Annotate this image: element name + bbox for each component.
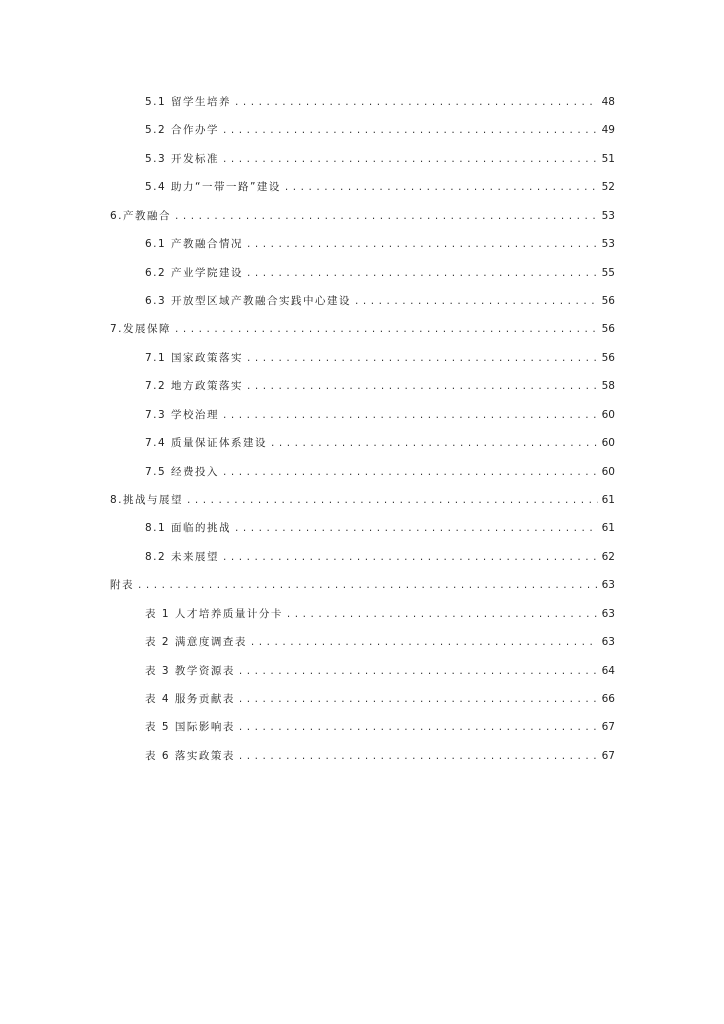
dot-leader: [247, 378, 598, 394]
dot-leader: [287, 606, 598, 622]
toc-page-number: 48: [601, 96, 615, 108]
toc-page-number: 58: [601, 380, 615, 393]
toc-page-number: 63: [601, 636, 615, 649]
toc-entry-title: 7.3 学校治理: [145, 408, 220, 421]
toc-page-number: 53: [601, 238, 615, 251]
toc-page-number: 63: [601, 579, 615, 592]
toc-entry-title: 6.3 开放型区域产教融合实践中心建设: [145, 295, 352, 307]
toc-entry-title: 7.4 质量保证体系建设: [145, 437, 268, 450]
toc-page-number: 66: [601, 693, 615, 706]
dot-leader: [239, 691, 598, 707]
toc-subsection-entry[interactable]: [145, 122, 615, 138]
toc-entry-title: 表 4 服务贡献表: [145, 693, 235, 706]
toc-subsection-entry[interactable]: [145, 350, 615, 366]
toc-entry-title: 附表: [110, 579, 134, 592]
dot-leader: [138, 577, 598, 593]
toc-subsection-entry[interactable]: [145, 179, 615, 195]
dot-leader: [239, 663, 598, 679]
toc-entry-title: 表 3 教学资源表: [145, 664, 235, 677]
dot-leader: [223, 407, 598, 423]
toc-entry-title: 5.1 留学生培养: [145, 96, 232, 108]
dot-leader: [251, 634, 598, 650]
toc-subsection-entry[interactable]: [145, 151, 615, 167]
toc-page-number: 53: [601, 209, 615, 222]
toc-section-entry[interactable]: [110, 492, 615, 508]
dot-leader: [247, 350, 598, 366]
toc-page-number: 62: [601, 550, 615, 563]
toc-entry-title: 表 6 落实政策表: [145, 749, 235, 762]
dot-leader: [271, 435, 598, 451]
toc-entry-title: 表 5 国际影响表: [145, 721, 235, 734]
toc-page-number: 67: [601, 749, 615, 762]
toc-entry-title: 7.5 经费投入: [145, 465, 220, 478]
toc-section-entry[interactable]: [110, 577, 615, 593]
dot-leader: [239, 748, 598, 764]
toc-page-number: 61: [601, 494, 615, 507]
dot-leader: [223, 151, 598, 167]
toc-subsection-entry[interactable]: [145, 663, 615, 679]
dot-leader: [247, 265, 598, 281]
toc-page-number: 61: [601, 522, 615, 535]
toc-section-entry[interactable]: [110, 208, 615, 224]
toc-page-number: 51: [601, 152, 615, 165]
toc-subsection-entry[interactable]: [145, 293, 615, 309]
toc-subsection-entry[interactable]: [145, 265, 615, 281]
toc-entry-title: 6.1 产教融合情况: [145, 238, 244, 251]
toc-entry-title: 7.2 地方政策落实: [145, 380, 244, 393]
dot-leader: [247, 236, 598, 252]
toc-page-number: 56: [601, 351, 615, 364]
toc-subsection-entry[interactable]: [145, 748, 615, 764]
toc-subsection-entry[interactable]: [145, 236, 615, 252]
toc-subsection-entry[interactable]: [145, 719, 615, 735]
dot-leader: [235, 520, 598, 536]
toc-page-number: 56: [601, 295, 615, 307]
toc-subsection-entry[interactable]: [145, 634, 615, 650]
toc-page-number: 63: [601, 607, 615, 620]
toc-entry-title: 6.2 产业学院建设: [145, 266, 244, 279]
toc-entry-title: 5.4 助力“一带一路”建设: [145, 181, 281, 194]
toc-page-number: 55: [601, 266, 615, 279]
toc-entry-title: 表 1 人才培养质量计分卡: [145, 607, 283, 620]
dot-leader: [355, 293, 598, 309]
dot-leader: [223, 122, 598, 138]
toc-entry-title: 5.2 合作办学: [145, 124, 220, 137]
toc-subsection-entry[interactable]: [145, 520, 615, 536]
toc-entry-title: 7.1 国家政策落实: [145, 351, 244, 364]
toc-subsection-entry[interactable]: [145, 606, 615, 622]
toc-subsection-entry[interactable]: [145, 549, 615, 565]
dot-leader: [285, 179, 598, 195]
dot-leader: [223, 464, 598, 480]
toc-section-entry[interactable]: [110, 321, 615, 337]
toc-entry-title: 表 2 满意度调查表: [145, 636, 247, 649]
toc-page-number: 60: [601, 437, 615, 450]
toc-entry-title: 8.2 未来展望: [145, 550, 220, 563]
dot-leader: [235, 94, 598, 110]
toc-page-number: 52: [601, 181, 615, 194]
toc-subsection-entry[interactable]: [145, 378, 615, 394]
toc-subsection-entry[interactable]: [145, 691, 615, 707]
dot-leader: [175, 208, 598, 224]
toc-page-number: 67: [601, 721, 615, 734]
dot-leader: [239, 719, 598, 735]
toc-page-number: 60: [601, 465, 615, 478]
toc-subsection-entry[interactable]: [145, 435, 615, 451]
toc-entry-title: 8.1 面临的挑战: [145, 522, 232, 535]
dot-leader: [223, 549, 598, 565]
toc-entry-title: 8.挑战与展望: [110, 494, 184, 507]
toc-entry-title: 7.发展保障: [110, 323, 172, 336]
toc-page-number: 64: [601, 664, 615, 677]
toc-subsection-entry[interactable]: [145, 407, 615, 423]
toc-page-number: 56: [601, 323, 615, 336]
dot-leader: [187, 492, 598, 508]
toc-entry-title: 5.3 开发标准: [145, 152, 220, 165]
toc-entry-title: 6.产教融合: [110, 209, 172, 222]
toc-subsection-entry[interactable]: [145, 464, 615, 480]
toc-page-number: 60: [601, 408, 615, 421]
dot-leader: [175, 321, 598, 337]
toc-page-number: 49: [601, 124, 615, 137]
toc-subsection-entry[interactable]: [145, 94, 615, 110]
